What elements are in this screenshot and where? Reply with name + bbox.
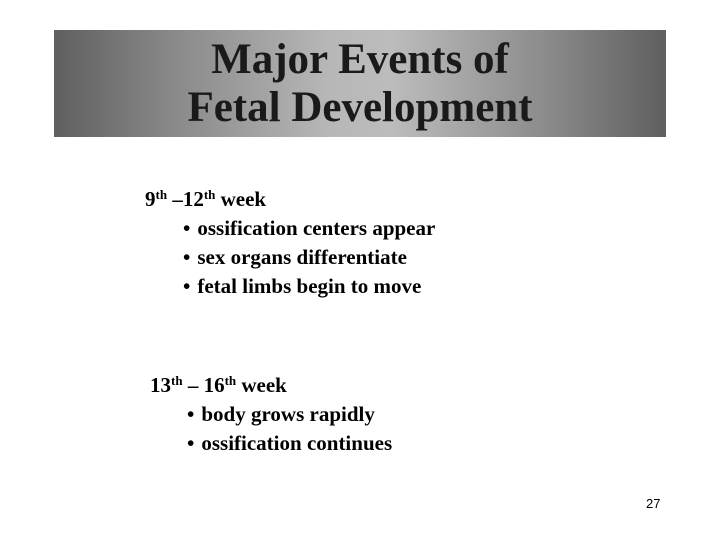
bullet-item: • fetal limbs begin to move — [183, 272, 435, 301]
bullet-item: • sex organs differentiate — [183, 243, 435, 272]
section-weeks-9-12 — [145, 185, 435, 301]
bullet-item: • ossification continues — [187, 429, 392, 458]
bullet-list — [150, 400, 392, 458]
bullet-item: • body grows rapidly — [187, 400, 392, 429]
bullet-list — [145, 214, 435, 301]
section-heading: 13th – 16th week — [150, 373, 287, 397]
bullet-item: • ossification centers appear — [183, 214, 435, 243]
slide-title-line-1: Major Events of — [211, 35, 509, 83]
section-weeks-13-16 — [150, 371, 392, 458]
section-heading: 9th –12th week — [145, 187, 267, 211]
slide-title-banner — [54, 30, 666, 137]
page-number: 27 — [646, 496, 661, 511]
slide-title-line-2: Fetal Development — [187, 83, 533, 131]
